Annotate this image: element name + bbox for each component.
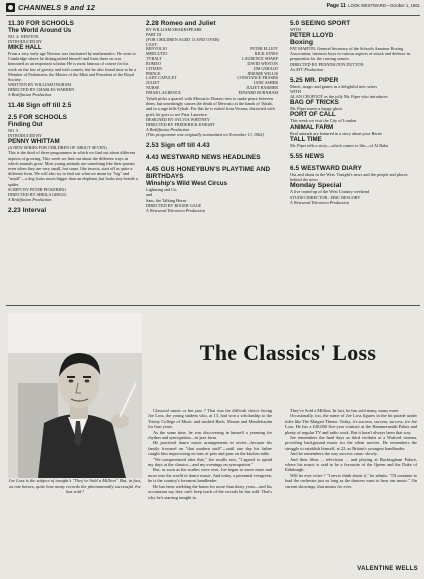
programme-description: Music, magic and games in a delightful new series [290, 83, 377, 89]
listing-column-3 [290, 20, 420, 205]
article-paragraph: Occasionally, too, the name of Joe Loss figures in the hit parade under titles like The Maigret Theme. Today, it's success, success, success, for Joe Loss. He has a £20,000 five-year contract at the Hammersmith Palais and plenty of regular TV and radio work. But it hasn't always been that way. [285, 413, 417, 435]
cast-actor: DAVID WESTON [247, 60, 278, 66]
programme-time-title: 4.43 WESTWARD NEWS HEADLINES [146, 154, 261, 162]
cast-role: NURSE [146, 85, 160, 91]
credit-line: INTRODUCED BY [8, 39, 43, 44]
article-paragraph: Classical music or hot jazz ? That was the difficult choice facing Joe Loss, the young student who, at 13, had won a scholarship to the Trinity College of Music and studied Bach, Mozart and Mendelssohn for four years. [148, 408, 272, 430]
programme-time-title: 2.28 Romeo and Juliet [146, 20, 216, 27]
article-column-2 [285, 408, 417, 489]
programme-description: A live round-up of the West Country weekend [290, 189, 370, 195]
programme-description: This is the third of three programmes in which we find out about different aspects of growing. This week we find out about the different ways in which animals grow. Most young animals are something like their parents even when they are very small, but some, like insects, start off as quite a different form. We will also try to find out what we mean by "big" and "small"—a dog looks much bigger than an elephant, but looks tiny beside a spider. [8, 150, 138, 187]
page-number: Page 11 [326, 3, 346, 9]
credit-line: SCRIPT BY PETER PICKERING [8, 186, 67, 192]
article-paragraph: "We compromised after that," Joe recalls now. "I agreed to spend my days at the classics—and my evenings on syncopation." [148, 456, 272, 468]
programme-time-title: 11.48 Sign off till 2.5 [8, 102, 72, 110]
cast-role: PRINCE [146, 70, 161, 76]
cast-role: FRIAR LAURENCE [146, 90, 181, 96]
programme-subtitle: PETER LLOYD [290, 32, 334, 39]
credit-line: DIRECTED BY ROGER GAGE [146, 202, 202, 208]
production-credit: A Rediffusion Production [8, 92, 52, 98]
programme-time-title: 2.23 Interval [8, 207, 47, 215]
programme-description: PAT MARTIN, General Secretary of the Schools Amateur Boxing Association, instructs boys in various aspects of attack and defence in preparation for the coming season. [290, 46, 410, 62]
cast-actor: JIM GERALD [253, 65, 278, 71]
programme-subtitle: The World Around Us [8, 27, 72, 34]
credit-line: DIRECTED BY SHEILA GREGG [8, 191, 67, 197]
programme-time-title: 4.45 GUS HONEYBUN'S PLAYTIME AND BIRTHDAYS [146, 166, 271, 181]
credit-line: WITH [290, 27, 301, 32]
programme-description: Tybalt picks a quarrel with Mercutio; Romeo tries to make peace between them, but unwittingly causes the death of Mercutio at the hands of Tybalt, and in a rage kills Tybalt. For this he is exiled from Verona; distracted with grief, he goes to see Friar Laurence. [146, 96, 275, 117]
programme-subtitle: Finding Out [8, 121, 43, 129]
article-paragraph: He practised dance music arrangements in secret—because his family frowned on "that modern stuff"—until one day his father caught him improvising on tons of pots and pans on the kitchen table. [148, 440, 272, 457]
production-credit: A Rediffusion Production [8, 196, 52, 202]
credit-line: NO. 5 [8, 128, 19, 134]
programme-description: and [146, 192, 153, 198]
programme-subtitle: MIKE HALL [8, 44, 42, 51]
article-paragraph: And he remembers the way success came: slowly. [290, 451, 378, 457]
programme-description: Real animals are featured in a story about poor Bertie [290, 130, 382, 136]
cast-actor: CONSTANCE FRASER [237, 75, 278, 81]
channel-logo-icon [6, 3, 15, 12]
cast-actor: JULIET HARMER [246, 85, 278, 91]
cast-role: LADY CAPULET [146, 75, 177, 81]
programme-subtitle: PORT OF CALL [290, 111, 336, 119]
programme-time-title: 5.55 NEWS [290, 153, 325, 161]
credit-line: (A NEW SERIES FOR CHILDREN OF ABOUT SEVEN) [8, 145, 107, 151]
cast-actor: JEROME WILLIS [247, 70, 278, 76]
programme-description: From a very early age Newton was fascinated by mathematics. He went to Cambridge where he distinguished himself and from there on was honoured as an important scholar. He is most famous of course for his work on the law of gravity and with comets, but he also found time to be a Member of Parliament, the Master of the Mint and President of the Royal Society. [8, 51, 137, 83]
credit-line: DESIGNED BY SYLVIA WHITNEY [146, 116, 210, 122]
credit-line: STUDIO DIRECTOR : ERIC BESCOBY [290, 194, 361, 200]
programme-subtitle: BAG OF TRICKS [290, 99, 339, 107]
production-credit: (This programme was originally transmitted on November 13, 1962) [146, 132, 264, 138]
listing-column-2 [146, 20, 278, 213]
programme-time-title: 2.53 Sign off till 4.43 [146, 142, 210, 150]
feature-headline: The Classics' Loss [199, 340, 377, 365]
cast-role: ROMEO [146, 60, 161, 66]
article-paragraph: Will he ever retire ? "I never think about it," he admits. "I'll continue to lead the orchestra just as long as the dancers want to hear our music." On current showings, that means for ever. [285, 472, 417, 489]
production-credit: An ATV Production [290, 66, 324, 72]
programme-time-title: 5.25 MR. PIPER [290, 76, 339, 84]
article-paragraph: He has been wielding the baton for more than thirty years—and his accountant say they can't keep track of the records he has sold. That's why he's starring tonight in [148, 483, 272, 500]
programme-description: Sam, the Talking Horse [146, 197, 187, 203]
programme-time-title: 5.0 SEEING SPORT [290, 20, 351, 27]
credit-line: WRITTEN BY WILLIAM INGRAM [8, 82, 72, 88]
credit-line: (FOR CHILDREN AGED 13 AND OVER) [146, 37, 220, 42]
channels-title: CHANNELS 9 and 12 [18, 3, 96, 12]
photo-caption: Joe Loss is the subject of tonight's "They've Sold a Million". But, in fact, as one knows, quite how many records the phenomenally successful Joe has sold ! [8, 478, 142, 495]
article-paragraph: As the same time, he was discovering in himself a yearning for rhythm and syncopation—in jazz form. [148, 429, 272, 441]
cast-role: JULIET [146, 80, 160, 86]
cast-role: MERCUTIO [146, 50, 168, 56]
joe-loss-photo [8, 313, 142, 478]
credit-line: WITH [290, 89, 301, 95]
cast-actor: PETER ELLIOT [250, 46, 278, 51]
credit-line: NO. 4: NEWTON [8, 34, 39, 39]
production-credit: A Rediffusion Production [146, 126, 190, 132]
programme-subtitle: TALL TIME [290, 135, 322, 143]
cast-role: CITIZEN [146, 65, 162, 71]
article-paragraph: And then films ... television ... and playing at Buckingham Palace, where his music is said to be a favourite of the Queen and the Duke of Edinburgh. [285, 456, 417, 473]
programme-time-title: 2.5 FOR SCHOOLS [8, 114, 68, 122]
production-credit: A Westward Television Production [146, 207, 205, 213]
feature-rule [6, 305, 420, 306]
cast-actor: LAURENCE SHARP [241, 55, 278, 61]
programme-description: Mr. Piper tells a story—which comes to life—of Al Baba [290, 142, 389, 148]
programme-time-title: 6.5 WESTWARD DIARY [290, 165, 362, 173]
programme-description: ALAN CROFOOT as the jolly Mr. Piper who introduces [290, 94, 388, 100]
article-paragraph: They've Sold a Million. In fact, he has sold many, many more. [290, 408, 400, 413]
cast-actor: JANE ASHER [253, 80, 278, 86]
cast-list [146, 47, 278, 96]
photo-illustration [8, 313, 142, 478]
programme-heading: Boxing [290, 39, 314, 46]
credit-line: DIRECTED BY CHARLES WARREN [8, 87, 75, 93]
cast-role: BENVOLIO [146, 46, 167, 51]
credit-line: DIRECTED BY FREDERICK KNIGHT [146, 121, 215, 127]
issue-line: LOOK WESTWARD—October 1, 1961 [348, 3, 420, 8]
programme-heading: Monday Special [290, 182, 342, 190]
credit-line: CAST: [146, 42, 158, 47]
header-rule [6, 15, 420, 16]
programme-time-title: 11.30 FOR SCHOOLS [8, 20, 74, 27]
article-paragraph: But, as soon as his studies were over, Joe began to move more and more into the world of dance music. And today, a perennial evergreen, he is the country's foremost bandleader. [148, 467, 272, 484]
programme-description: This week we visit the City of London [290, 118, 357, 124]
programme-subtitle: PENNY WHITTAM [8, 138, 60, 146]
programme-subtitle: ANIMAL FARM [290, 123, 334, 131]
article-paragraph: Joe remembers the hard days as third violinist at a Watford cinema, providing background music for the silent movies. He remembers the struggle to establish himself, at 22, as Britain's youngest bandleader. [285, 435, 417, 451]
programme-description: Lightning and Co. [146, 187, 178, 193]
programme-description: Mr. Piper meets a happy ghost [290, 106, 343, 112]
article-byline: VALENTINE WELLS [357, 566, 418, 572]
cast-actor: EDWARD BURNHAM [238, 90, 278, 96]
credit-line: PART III [146, 32, 162, 37]
cast-role: TYBALT [146, 55, 162, 61]
credit-line: BY WILLIAM SHAKESPEARE [146, 27, 202, 32]
programme-description: Out and about in the West. Tonight's news and the people and places behind the news [290, 172, 408, 183]
programme-subtitle: Winship's Wild West Circus [146, 180, 228, 188]
page-info [300, 3, 420, 9]
credit-line: INTRODUCED BY [8, 133, 43, 139]
cast-actor: RICK JONES [254, 50, 278, 56]
production-credit: A Westward Television Production [290, 199, 349, 205]
article-column-1 [148, 408, 272, 500]
listing-column-1 [8, 20, 138, 214]
credit-line: DIRECTED BY PENNINGTON DUTTON [290, 61, 364, 67]
